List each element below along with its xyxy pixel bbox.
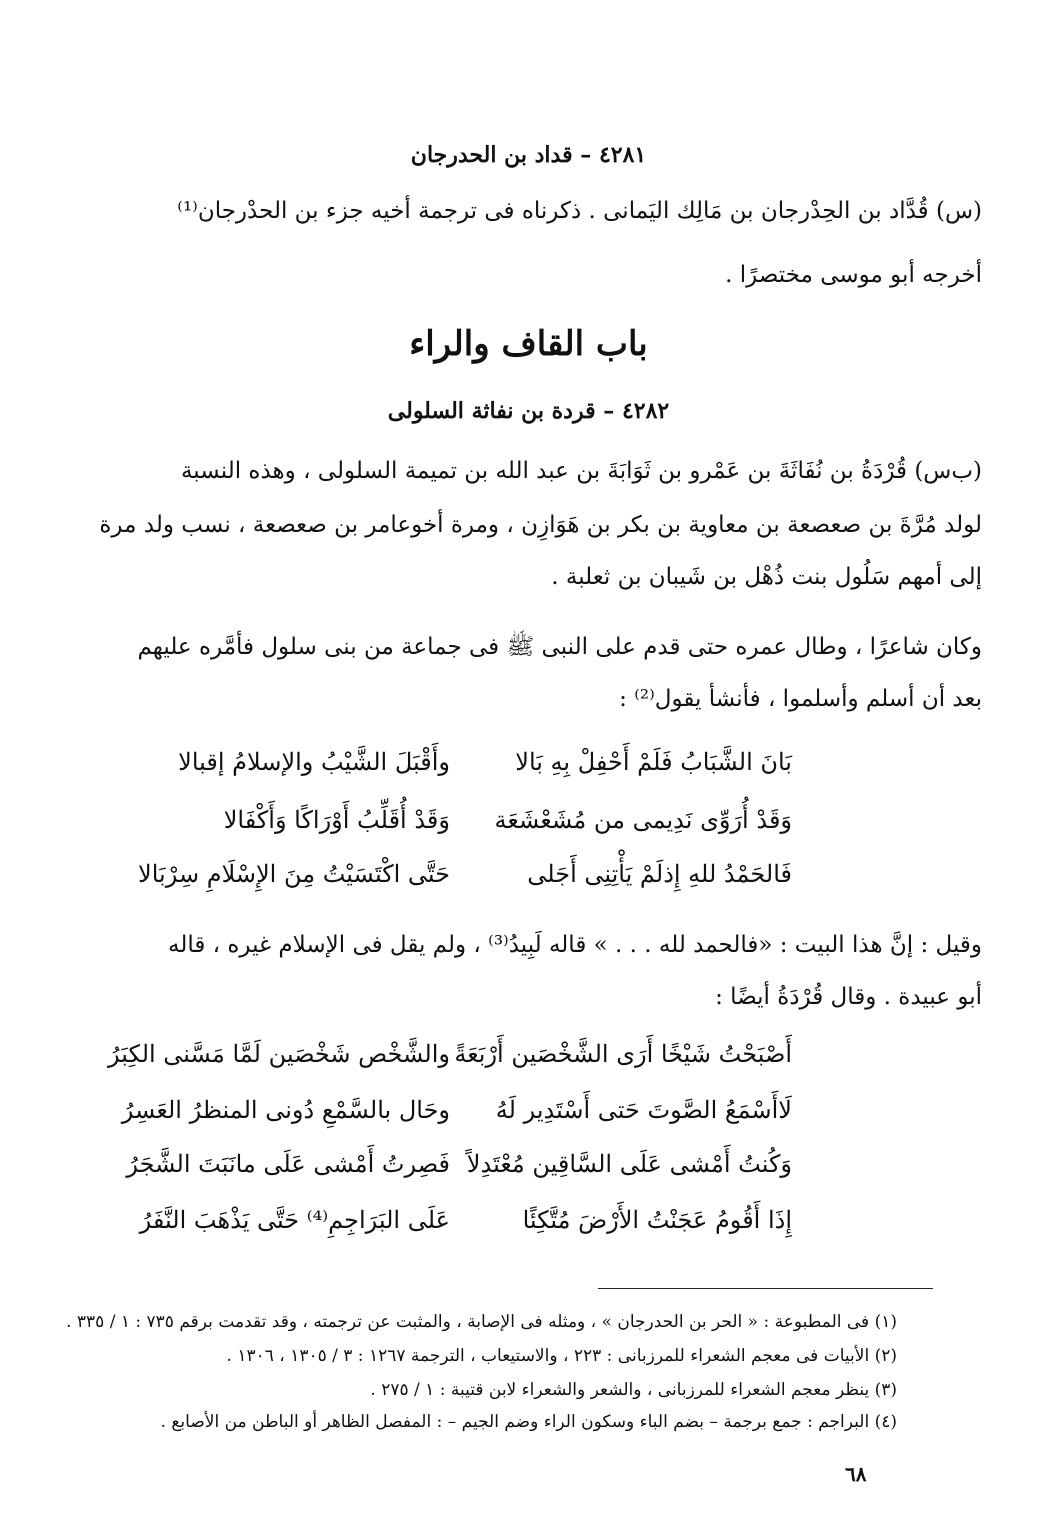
footnote-separator xyxy=(598,1288,933,1289)
verse-6-hemistich-a: وَكُنتُ أَمْشى عَلَى السَّاقِين مُعْتَدِلاً xyxy=(466,1150,792,1178)
verse-1-hemistich-b: وأَقْبَلَ الشَّيْبُ والإسلامُ إقبالا xyxy=(178,748,450,776)
verse-4-hemistich-b: والشَّخْص شَخْصَين لَمَّا مَسَّنى الكِبَرُ xyxy=(107,1040,450,1068)
entry-4281-title: ٤٢٨١ – قداد بن الحدرجان xyxy=(410,142,647,168)
verse-7-hemistich-a: إِذَا أَقُومُ عَجَنْتُ الأَرْضَ مُتَّكِئًا xyxy=(522,1206,792,1234)
verse-7-hemistich-b: عَلَى البَرَاجِمِ⁽⁴⁾ حَتَّى يَذْهَبَ النَّفَرُ xyxy=(139,1206,450,1234)
footnote-1: (١) فى المطبوعة : « الحر بن الحدرجان » ، ومثله فى الإصابة ، والمثبت عن ترجمته ، وقد تقدمت برقم ٧٣٥ : ١ / ٣٣٥ . xyxy=(66,1312,897,1332)
entry-4281-line-1: (س) قُدَّاد بن الحِدْرجان بن مَالِك اليَمانى . ذكرناه فى ترجمة أخيه جزء بن الحدْرجان⁽¹⁾ xyxy=(177,198,982,224)
verse-2-hemistich-b: وَقَدْ أُقَلِّبُ أَوْرَاكًا وَأَكْفَالا xyxy=(223,806,450,834)
verse-1-hemistich-a: بَانَ الشَّبَابُ فَلَمْ أَحْفِلْ بِهِ بَالا xyxy=(515,748,792,776)
entry-4282-line-5: بعد أن أسلم وأسلموا ، فأنشأ يقول⁽²⁾ : xyxy=(619,686,982,712)
footnote-2: (٢) الأبيات فى معجم الشعراء للمرزبانى : ٢٢٣ ، والاستيعاب ، الترجمة ١٢٦٧ : ٣ / ١٣٠٥ ، ١٣٠٦ . xyxy=(226,1346,897,1366)
entry-4282-line-2: لولد مُرَّةَ بن صعصعة بن معاوية بن بكر بن هَوَازِن ، ومرة أخوعامر بن صعصعة ، نسب ولد مرة xyxy=(99,512,982,538)
verse-4-hemistich-a: أَصْبَحْتُ شَيْخًا أَرَى الشَّخْصَين أَرْبَعَةً xyxy=(454,1040,792,1068)
entry-4282-mid-line-1: وقيل : إنَّ هذا البيت : «فالحمد لله . . . » قاله لَبِيدُ⁽³⁾ ، ولم يقل فى الإسلام غيره ، قاله xyxy=(167,932,982,958)
entry-4281-line-2: أخرجه أبو موسى مختصرًا . xyxy=(725,262,982,288)
entry-4282-line-1: (ب‌س) قُرْدَةُ بن نُفَاثَةَ بن عَمْرو بن ثَوَابَةَ بن عبد الله بن تميمة السلولى ، وهذه النسبة xyxy=(180,458,982,484)
entry-4282-line-4: وكان شاعرًا ، وطال عمره حتى قدم على النبى ﷺ فى جماعة من بنى سلول فأمَّره عليهم xyxy=(137,634,982,660)
footnote-4: (٤) البراجم : جمع برجمة – بضم الباء وسكون الراء وضم الجيم – : المفصل الظاهر أو الباطن من الأصابع . xyxy=(160,1412,897,1432)
entry-4282-mid-line-2: أبو عبيدة . وقال قُرْدَةُ أيضًا : xyxy=(715,984,982,1010)
verse-2-hemistich-a: وَقَدْ أُرَوِّى نَدِيمى من مُشَعْشَعَة xyxy=(494,806,792,834)
page-number: ٦٨ xyxy=(845,1462,867,1486)
entry-4282-line-3: إلى أمهم سَلُول بنت ذُهْل بن شَيبان بن ثعلبة . xyxy=(551,564,982,590)
verse-6-hemistich-b: فَصِرتُ أَمْشى عَلَى مانَبَتَ الشَّجَرُ xyxy=(126,1150,450,1178)
footnote-3: (٣) ينظر معجم الشعراء للمرزبانى ، والشعر والشعراء لابن قتيبة : ١ / ٢٧٥ . xyxy=(370,1380,897,1400)
verse-3-hemistich-b: حَتَّى اكْتَسَيْتُ مِنَ الإِسْلَامِ سِرْبَالا xyxy=(138,860,450,888)
entry-4282-title: ٤٢٨٢ – قردة بن نفاثة السلولى xyxy=(387,398,670,424)
section-title: باب القاف والراء xyxy=(409,324,648,364)
verse-5-hemistich-b: وحَال بالسَّمْعِ دُونى المنظرُ العَسِرُ xyxy=(121,1096,450,1124)
verse-5-hemistich-a: لَاأَسْمَعُ الصَّوتَ حَتى أَسْتَدِير لَهُ xyxy=(495,1096,792,1124)
verse-3-hemistich-a: فَالحَمْدُ للهِ إِذلَمْ يَأْتِنِى أَجَلى xyxy=(527,860,792,888)
